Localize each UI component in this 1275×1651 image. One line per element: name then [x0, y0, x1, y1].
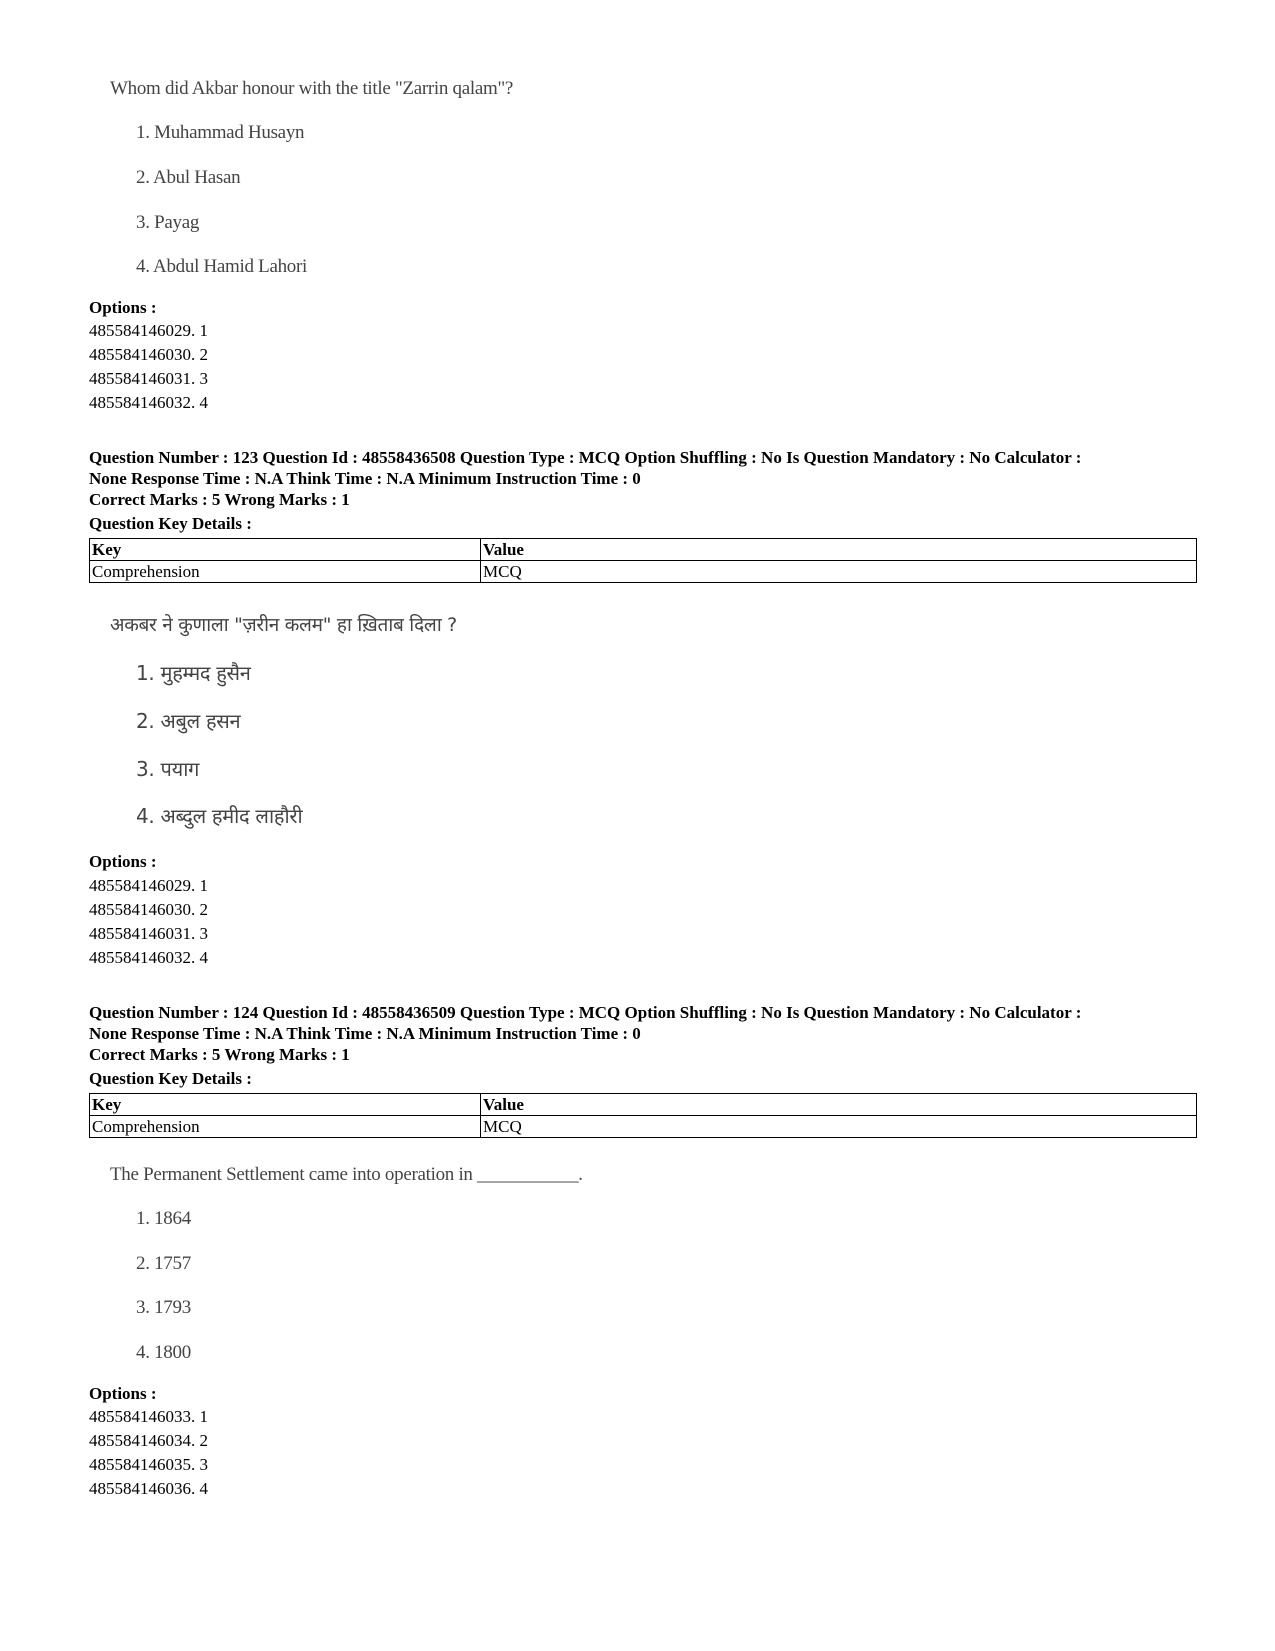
option-id-line: 485584146030. 2: [89, 900, 208, 919]
table-header-row: [90, 539, 1197, 561]
key-details-label: Question Key Details :: [89, 514, 252, 533]
question-option: 2. Abul Hasan: [136, 167, 241, 188]
table-header-value: Value: [481, 539, 1197, 561]
table-header-value: Value: [481, 1094, 1197, 1116]
option-id-line: 485584146034. 2: [89, 1431, 208, 1450]
question-option: 2. 1757: [136, 1253, 191, 1274]
option-id-line: 485584146031. 3: [89, 924, 208, 943]
question-text: अकबर ने कुणाला "ज़रीन कलम" हा ख़िताब दिला ?: [110, 614, 457, 636]
table-header-row: [90, 1094, 1197, 1116]
options-label: Options :: [89, 1384, 157, 1403]
table-row: [90, 1116, 1197, 1138]
option-id-line: 485584146029. 1: [89, 876, 208, 895]
question-option: 4. Abdul Hamid Lahori: [136, 256, 308, 277]
question-meta: [89, 1002, 1199, 1044]
table-cell-key: Comprehension: [90, 1116, 481, 1138]
option-id-line: 485584146033. 1: [89, 1407, 208, 1426]
question-meta: [89, 447, 1199, 489]
question-option: 1. 1864: [136, 1208, 191, 1229]
option-id-line: 485584146036. 4: [89, 1479, 208, 1498]
table-header-key: Key: [90, 539, 481, 561]
option-id-line: 485584146029. 1: [89, 321, 208, 340]
table-header-key: Key: [90, 1094, 481, 1116]
option-id-line: 485584146031. 3: [89, 369, 208, 388]
table-cell-value: MCQ: [481, 1116, 1197, 1138]
options-label: Options :: [89, 852, 157, 871]
question-meta-line: None Response Time : N.A Think Time : N.A Minimum Instruction Time : 0: [89, 469, 641, 488]
key-details-table: [89, 538, 1197, 583]
table-cell-key: Comprehension: [90, 561, 481, 583]
question-option: 3. पयाग: [136, 757, 200, 781]
key-details-label: Question Key Details :: [89, 1069, 252, 1088]
option-id-line: 485584146030. 2: [89, 345, 208, 364]
question-option: 1. Muhammad Husayn: [136, 122, 305, 143]
key-details-table: [89, 1093, 1197, 1138]
options-label: Options :: [89, 298, 157, 317]
question-option: 3. Payag: [136, 212, 200, 233]
option-id-line: 485584146032. 4: [89, 393, 208, 412]
question-meta-line: None Response Time : N.A Think Time : N.A Minimum Instruction Time : 0: [89, 1024, 641, 1043]
question-option: 2. अबुल हसन: [136, 709, 241, 733]
question-option: 1. मुहम्मद हुसैन: [136, 661, 251, 685]
marks-line: Correct Marks : 5 Wrong Marks : 1: [89, 1045, 350, 1064]
question-option: 4. 1800: [136, 1342, 191, 1363]
question-option: 3. 1793: [136, 1297, 191, 1318]
option-id-line: 485584146035. 3: [89, 1455, 208, 1474]
question-meta-line: Question Number : 123 Question Id : 48558436508 Question Type : MCQ Option Shuffling : No Is Question Mandatory : No Calculator :: [89, 448, 1082, 467]
question-option: 4. अब्दुल हमीद लाहौरी: [136, 804, 303, 828]
question-text: The Permanent Settlement came into operation in ___________.: [110, 1164, 583, 1185]
table-cell-value: MCQ: [481, 561, 1197, 583]
question-meta-line: Question Number : 124 Question Id : 48558436509 Question Type : MCQ Option Shuffling : No Is Question Mandatory : No Calculator :: [89, 1003, 1082, 1022]
table-row: [90, 561, 1197, 583]
question-text: Whom did Akbar honour with the title "Zarrin qalam"?: [110, 78, 514, 99]
marks-line: Correct Marks : 5 Wrong Marks : 1: [89, 490, 350, 509]
option-id-line: 485584146032. 4: [89, 948, 208, 967]
